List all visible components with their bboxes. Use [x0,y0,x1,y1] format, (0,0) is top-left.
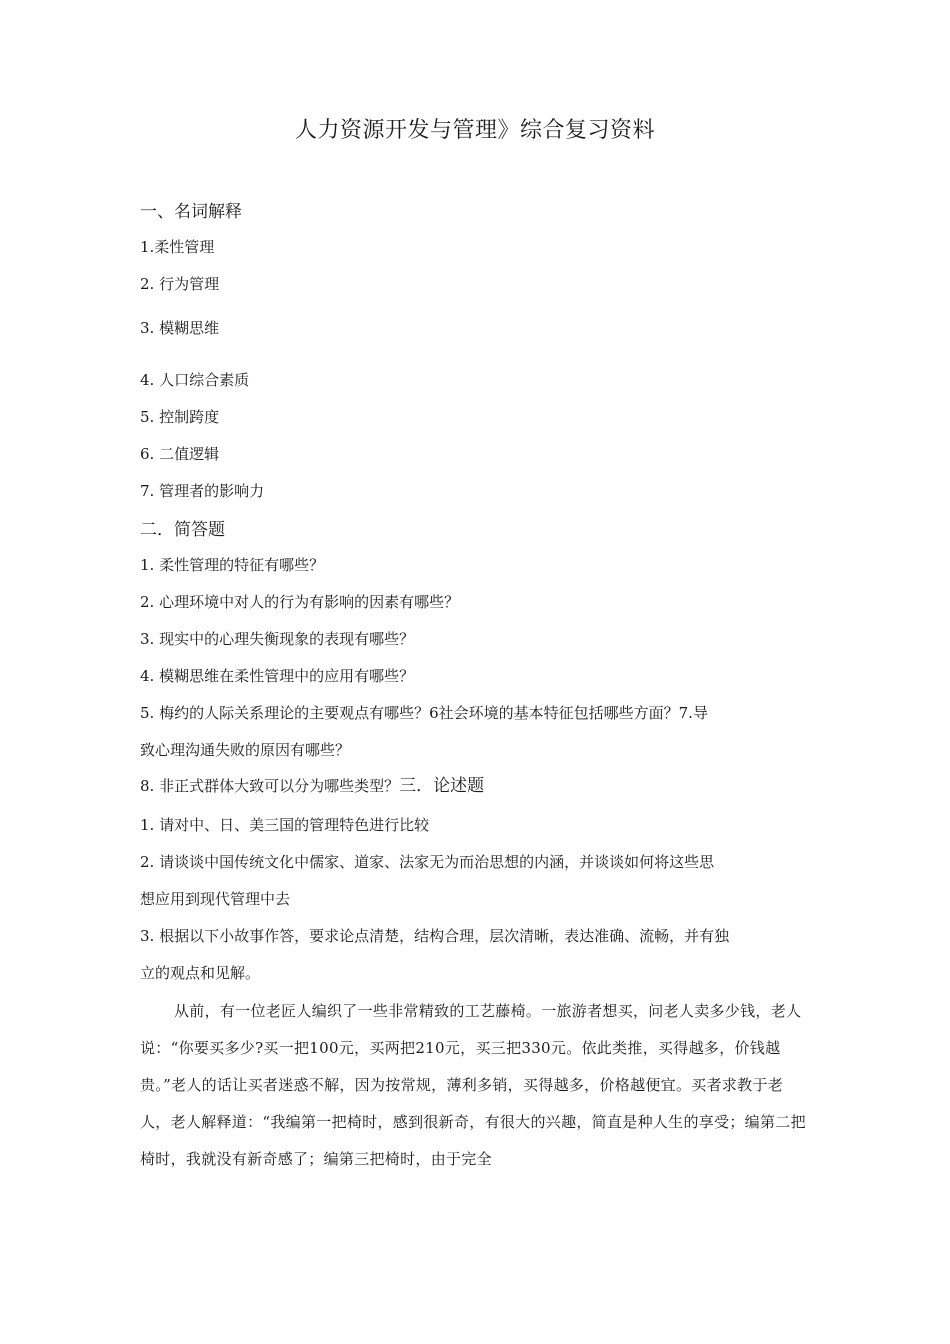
short-answer-item-1: 1. 柔性管理的特征有哪些？ [140,556,325,574]
short-answer-item-4: 4. 模糊思维在柔性管理中的应用有哪些？ [140,667,415,685]
short-answer-item-3: 3. 现实中的心理失衡现象的表现有哪些？ [140,630,415,648]
document-title: 人力资源开发与管理》综合复习资料 [294,118,655,143]
essay-item-2-cont: 想应用到现代管理中去 [140,890,291,908]
term-item-6: 6. 二值逻辑 [140,445,220,463]
short-answer-item-8-row [140,776,484,796]
term-item-7: 7. 管理者的影响力 [140,482,265,500]
term-item-4: 4. 人口综合素质 [140,371,250,389]
short-answer-item-5-cont: 致心理沟通失败的原因有哪些？ [140,741,351,759]
short-answer-item-2: 2. 心理环境中对人的行为有影响的因素有哪些？ [140,593,460,611]
term-item-3: 3. 模糊思维 [140,319,220,337]
term-item-2: 2. 行为管理 [140,275,220,293]
term-item-1: 1.柔性管理 [140,238,215,256]
section-heading-short-answer: 二．简答题 [140,520,225,540]
story-paragraph: 从前，有一位老匠人编织了一些非常精致的工艺藤椅。一旅游者想买，问老人卖多少钱，老人说：“你要买多少?买一把100元，买两把210元，买三把330元。依此类推，买得越多，价钱越贵。”老人的话让买者迷惑不解，因为按常规，薄利多销，买得越多，价格越便宜。买者求教于老人，老人解释道：“我编第一把椅时，感到很新奇，有很大的兴趣，简直是种人生的享受；编第二把椅时，我就没有新奇感了；编第三把椅时，由于完全 [140,1002,806,1168]
essay-item-1: 1. 请对中、日、美三国的管理特色进行比较 [140,816,430,834]
short-answer-item-5: 5. 梅约的人际关系理论的主要观点有哪些？6社会环境的基本特征包括哪些方面？7.导 [140,704,708,722]
short-answer-item-8: 8. 非正式群体大致可以分为哪些类型？ [140,777,400,795]
section-heading-terms: 一、名词解释 [140,202,242,222]
section-heading-essay: 三．论述题 [399,776,485,796]
term-item-5: 5. 控制跨度 [140,408,220,426]
essay-item-3: 3. 根据以下小故事作答，要求论点清楚，结构合理，层次清晰，表达准确、流畅，并有独 [140,927,730,945]
essay-item-2: 2. 请谈谈中国传统文化中儒家、道家、法家无为而治思想的内涵，并谈谈如何将这些思 [140,853,715,871]
essay-item-3-cont: 立的观点和见解。 [140,964,261,982]
